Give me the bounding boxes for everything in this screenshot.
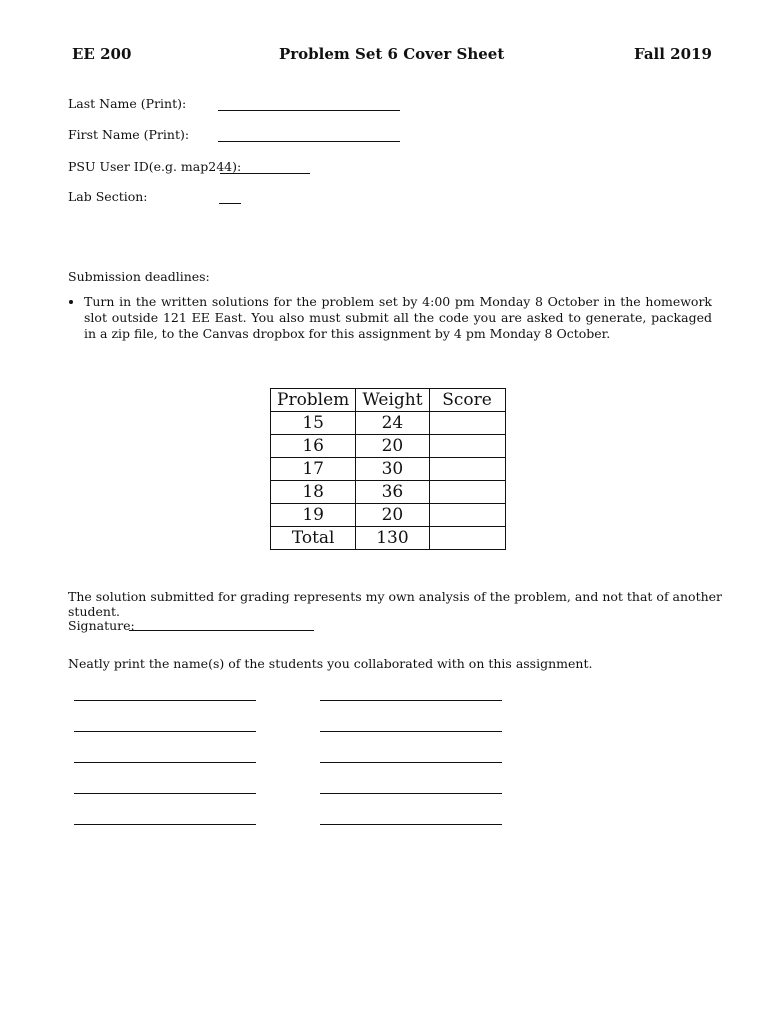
problem-cell: 18 [271,481,356,504]
collaborator-name-field[interactable] [74,731,256,732]
collaborator-name-field[interactable] [74,762,256,763]
page-title: Problem Set 6 Cover Sheet [279,45,505,63]
weight-cell: 24 [356,412,429,435]
deadline-item: • Turn in the written solutions for the problem set by 4:00 pm Monday 8 October in the homework slot outside 121 EE East. You also must submit all the code you are asked to generate, packaged in a zip file, to the Canvas dropbox for this assignment by 4 pm Monday 8 October. [84,294,712,342]
lab-section-field[interactable] [219,203,241,204]
psu-id-label: PSU User ID(e.g. map244): [68,159,242,174]
table-row [271,504,506,527]
collaborator-name-field[interactable] [320,824,502,825]
header-score: Score [429,389,505,412]
table-row [271,458,506,481]
weight-cell: 130 [356,527,429,550]
score-cell[interactable] [429,412,505,435]
collaborator-name-field[interactable] [320,700,502,701]
score-cell[interactable] [429,435,505,458]
problem-cell: Total [271,527,356,550]
score-cell[interactable] [429,527,505,550]
problem-cell: 19 [271,504,356,527]
collaborator-name-field[interactable] [320,762,502,763]
psu-id-field[interactable] [220,173,310,174]
first-name-field[interactable] [218,141,400,142]
collaborator-name-field[interactable] [320,731,502,732]
collaborator-name-field[interactable] [74,824,256,825]
weight-cell: 30 [356,458,429,481]
signature-label: Signature: [68,618,135,633]
header-weight: Weight [356,389,429,412]
integrity-statement: The solution submitted for grading represents my own analysis of the problem, and not that of another student. [68,589,723,619]
score-cell[interactable] [429,458,505,481]
table-row [271,435,506,458]
problem-cell: 16 [271,435,356,458]
deadlines-list [72,294,712,342]
last-name-label: Last Name (Print): [68,96,187,111]
table-total-row [271,527,506,550]
weight-cell: 20 [356,435,429,458]
collaborator-name-field[interactable] [74,793,256,794]
problem-cell: 15 [271,412,356,435]
weight-cell: 20 [356,504,429,527]
deadlines-heading: Submission deadlines: [68,269,210,284]
signature-field[interactable] [129,630,314,631]
score-cell[interactable] [429,481,505,504]
lab-section-label: Lab Section: [68,189,148,204]
term: Fall 2019 [634,45,712,63]
first-name-label: First Name (Print): [68,127,190,142]
score-cell[interactable] [429,504,505,527]
collaborator-name-field[interactable] [74,700,256,701]
weight-cell: 36 [356,481,429,504]
grade-table [270,388,506,550]
header-problem: Problem [271,389,356,412]
table-row [271,481,506,504]
problem-cell: 17 [271,458,356,481]
collaborator-name-field[interactable] [320,793,502,794]
last-name-field[interactable] [218,110,400,111]
collaborators-instruction: Neatly print the name(s) of the students you collaborated with on this assignment. [68,656,593,671]
table-header-row [271,389,506,412]
course-code: EE 200 [72,45,132,63]
table-row [271,412,506,435]
